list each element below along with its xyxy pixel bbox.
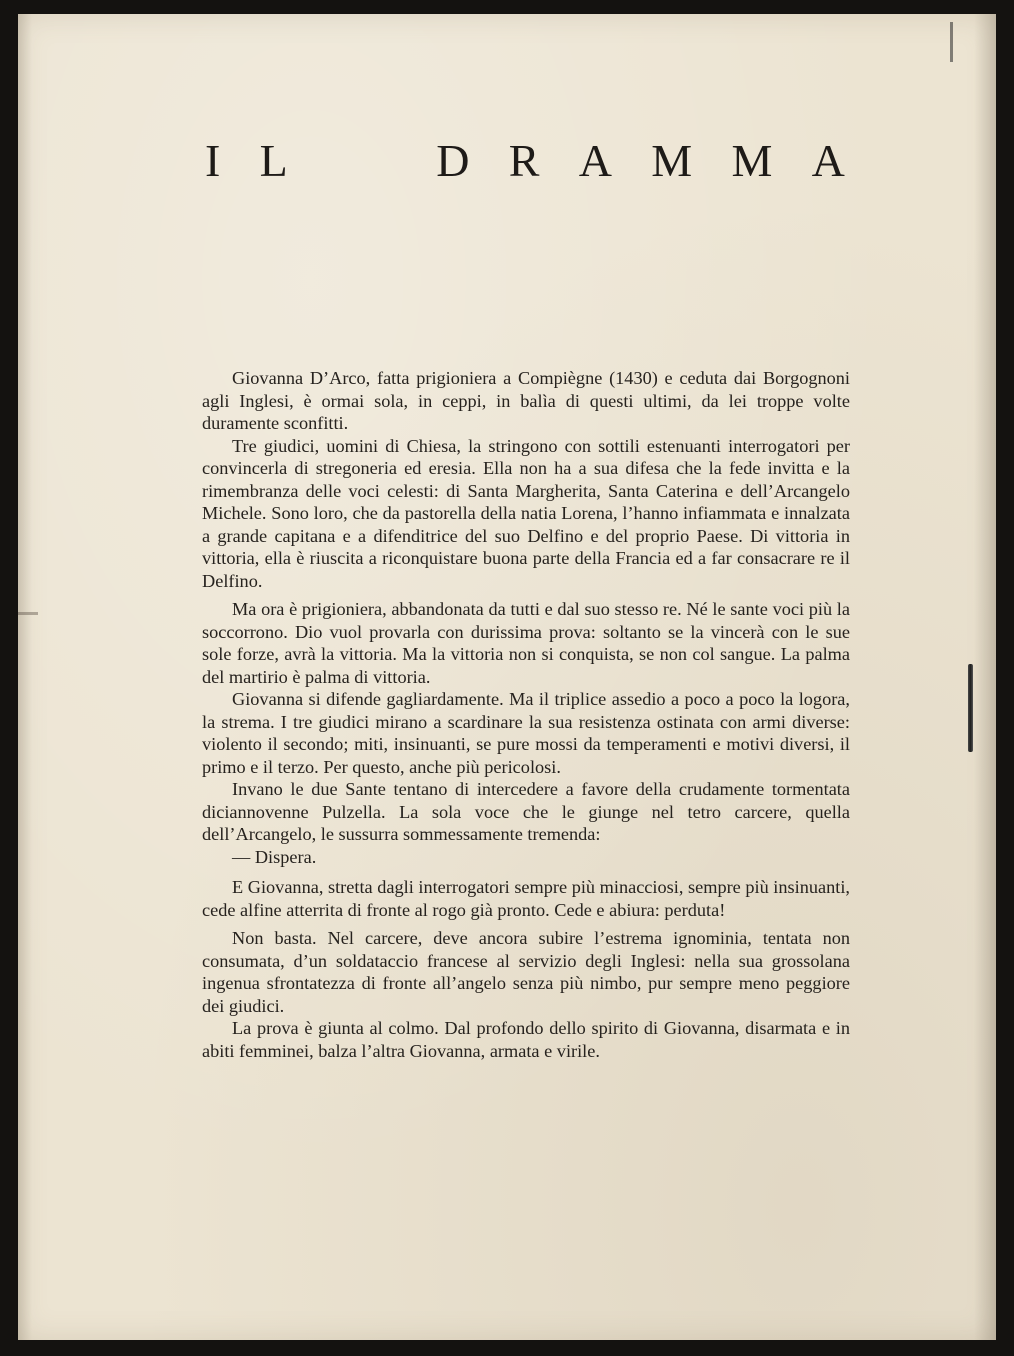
paragraph: Tre giudici, uomini di Chiesa, la stringono con sottili estenuanti interrogatori per convincerla di stregoneria ed eresia. Ella non ha a sua difesa che la fede invitta e la rimembranza delle voci celesti: di Santa Margherita, Santa Caterina e dell’Arcangelo Michele. Sono loro, che da pastorella della natia Lorena, l’hanno infiammata e innalzata a grande capitana e a difenditrice del suo Delfino e del proprio Paese. Di vittoria in vittoria, ella è riuscita a riconquistare buona parte della Francia ed a far consacrare re il Delfino. bbox=[202, 435, 850, 591]
fold-mark bbox=[18, 612, 38, 615]
paragraph: La prova è giunta al colmo. Dal profondo dello spirito di Giovanna, disarmata e in abiti femminei, balza l’altra Giovanna, armata e virile. bbox=[202, 1018, 850, 1061]
title-letter: M bbox=[731, 135, 773, 186]
title-letter: I bbox=[205, 135, 221, 186]
paragraph: Invano le due Sante tentano di intercedere a favore della crudamente tormentata diciannovenne Pulzella. La sola voce che le giunge nel tetro carcere, quella dell’Arcangelo, le sussurra sommessamente tremenda: bbox=[202, 779, 850, 844]
synopsis-text bbox=[202, 367, 850, 1062]
binding-mark bbox=[950, 22, 953, 62]
staple bbox=[968, 664, 973, 752]
paragraph: — Dispera. bbox=[232, 846, 317, 867]
title-letter: A bbox=[578, 135, 612, 186]
page-edge-shadow bbox=[974, 14, 996, 1340]
title-letter: L bbox=[259, 135, 288, 186]
page-title bbox=[205, 134, 845, 187]
paragraph: Giovanna si difende gagliardamente. Ma il triplice assedio a poco a poco la logora, la strema. I tre giudici mirano a scardinare la sua resistenza ostinata con armi diverse: violento il secondo; miti, insinuanti, se pure mossi da temperamenti e motivi diversi, il primo e il terzo. Per questo, anche più pericolosi. bbox=[202, 689, 850, 777]
title-letter: A bbox=[811, 135, 845, 186]
title-letter: R bbox=[508, 135, 540, 186]
paragraph: Non basta. Nel carcere, deve ancora subire l’estrema ignominia, tentata non consumata, d’un soldataccio francese al servizio degli Inglesi: nella sua grossolana ingenua sfrontatezza di fronte all’angelo senza più nimbo, pur sempre meno peggiore dei giudici. bbox=[202, 928, 850, 1016]
title-letter: M bbox=[651, 135, 693, 186]
paragraph: Giovanna D’Arco, fatta prigioniera a Compiègne (1430) e ceduta dai Borgognoni agli Inglesi, è ormai sola, in ceppi, in balìa di questi ultimi, da lei troppe volte duramente sconfitti. bbox=[202, 368, 850, 433]
title-letter: D bbox=[436, 135, 470, 186]
paragraph: E Giovanna, stretta dagli interrogatori sempre più minacciosi, sempre più insinuanti, cede alfine atterrita di fronte al rogo già pronto. Cede e abiura: perduta! bbox=[202, 877, 850, 920]
paragraph: Ma ora è prigioniera, abbandonata da tutti e dal suo stesso re. Né le sante voci più la soccorrono. Dio vuol provarla con durissima prova: soltanto se la vincerà con le sue sole forze, avrà la vittoria. Ma la vittoria non si conquista, se non col sangue. La palma del martirio è palma di vittoria. bbox=[202, 599, 850, 687]
title-word-gap bbox=[327, 134, 397, 187]
spine-shadow bbox=[18, 14, 32, 1340]
